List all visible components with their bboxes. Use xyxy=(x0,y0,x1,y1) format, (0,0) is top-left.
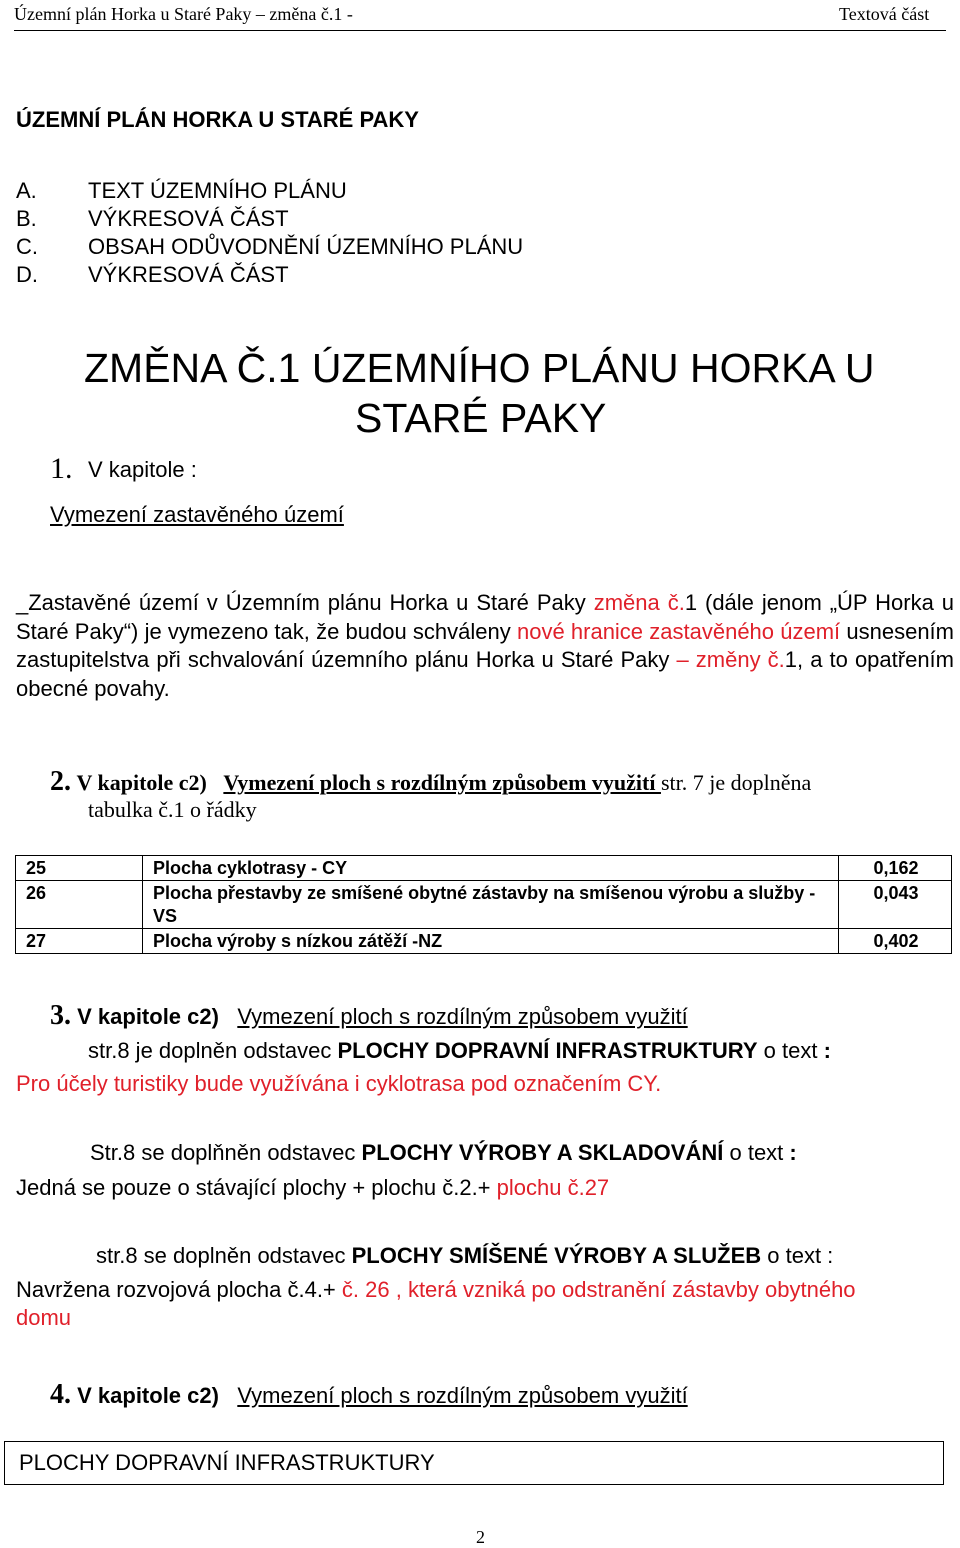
section1-subheading: Vymezení zastavěného území xyxy=(50,502,344,527)
section3-line7: domu xyxy=(16,1305,72,1330)
section2-tail: str. 7 je doplněna xyxy=(660,770,812,795)
table-cell-name: Plocha cyklotrasy - CY xyxy=(143,856,839,881)
section4-heading xyxy=(50,1379,688,1411)
para-text: 1, a to opatřením obecné povahy. xyxy=(16,647,954,701)
section4-number: 4. xyxy=(50,1379,71,1410)
line-text: Navržena rozvojová plocha č.4.+ xyxy=(16,1277,342,1302)
change-title-line1: ZMĚNA Č.1 ÚZEMNÍHO PLÁNU HORKA U xyxy=(84,345,875,391)
toc-letter: A. xyxy=(16,178,37,203)
line-text: Str.8 se doplňněn odstavec xyxy=(90,1140,362,1165)
line-red: plochu č.27 xyxy=(496,1175,610,1200)
section3-line2: Pro účely turistiky bude využívána i cyklotrasa pod označením CY. xyxy=(16,1071,662,1096)
section4-kap: V kapitole c2) xyxy=(77,1383,219,1408)
line-text: str.8 se doplněn odstavec xyxy=(96,1243,352,1268)
toc-item: VÝKRESOVÁ ČÁST xyxy=(88,206,289,231)
page-number: 2 xyxy=(476,1527,485,1547)
table-cell-id: 25 xyxy=(16,856,143,881)
toc-item: TEXT ÚZEMNÍHO PLÁNU xyxy=(88,178,347,203)
line-bold: : xyxy=(823,1038,831,1063)
section4-title: Vymezení ploch s rozdílným způsobem využití xyxy=(237,1383,688,1408)
table-cell-id: 26 xyxy=(16,881,143,929)
section4-box xyxy=(4,1441,944,1485)
table-row xyxy=(16,856,952,881)
section4-box-text: PLOCHY DOPRAVNÍ INFRASTRUKTURY xyxy=(19,1450,435,1475)
para-text: _Zastavěné území v Územním plánu Horka u Staré Paky xyxy=(16,590,594,615)
line-bold: PLOCHY VÝROBY A SKLADOVÁNÍ xyxy=(361,1140,724,1165)
section3-number: 3. xyxy=(50,1000,71,1031)
line-bold: PLOCHY SMÍŠENÉ VÝROBY A SLUŽEB xyxy=(351,1243,762,1268)
document-title: ÚZEMNÍ PLÁN HORKA U STARÉ PAKY xyxy=(16,107,419,132)
para-red-text: změna č. xyxy=(593,590,685,615)
para-red-text: nové hranice zastavěného území xyxy=(516,618,841,644)
toc-letter: C. xyxy=(16,234,38,259)
line-bold: : xyxy=(789,1140,797,1165)
table-cell-value: 0,402 xyxy=(839,929,952,954)
header-right: Textová část xyxy=(839,4,930,24)
section1-paragraph xyxy=(16,589,954,703)
table-cell-name: Plocha přestavby ze smíšené obytné zástavby na smíšenou výrobu a služby - VS xyxy=(143,881,839,929)
section3-line6 xyxy=(16,1277,856,1303)
section1-number: 1. xyxy=(50,452,73,485)
section2-heading xyxy=(50,766,811,798)
para-text: usnesením zastupitelstva při schvalování územního plánu Horka u Staré Paky xyxy=(16,618,954,672)
plots-table xyxy=(15,855,952,954)
section3-line3 xyxy=(90,1140,797,1166)
section3-heading xyxy=(50,1000,688,1032)
para-text: 1 (dále jenom „ÚP Horka u Staré Paky“) je vymezeno tak, že budou schváleny xyxy=(16,590,955,644)
section1-heading: V kapitole : xyxy=(88,457,197,482)
section2-continuation: tabulka č.1 o řádky xyxy=(88,797,257,822)
line-text: o text : xyxy=(761,1243,834,1268)
section3-line5 xyxy=(96,1243,833,1269)
table-cell-value: 0,162 xyxy=(839,856,952,881)
line-red: č. 26 , která vzniká po odstranění zástavby obytného xyxy=(341,1277,856,1302)
header-rule xyxy=(14,30,946,31)
line-text: o text xyxy=(757,1038,824,1063)
table-cell-id: 27 xyxy=(16,929,143,954)
toc-item: OBSAH ODŮVODNĚNÍ ÚZEMNÍHO PLÁNU xyxy=(88,234,524,259)
line-text: Jedná se pouze o stávající plochy + plochu č.2.+ xyxy=(16,1175,497,1200)
toc-letter: D. xyxy=(16,262,38,287)
header-left: Územní plán Horka u Staré Paky – změna č.1 - xyxy=(14,4,353,24)
toc-item: VÝKRESOVÁ ČÁST xyxy=(88,262,289,287)
section3-line1 xyxy=(88,1038,831,1064)
section2-kap: V kapitole c2) xyxy=(76,770,207,795)
table-row xyxy=(16,881,952,929)
section3-kap: V kapitole c2) xyxy=(77,1004,219,1029)
change-title-line2: STARÉ PAKY xyxy=(355,395,607,441)
section3-line4 xyxy=(16,1175,609,1201)
table-cell-value: 0,043 xyxy=(839,881,952,929)
toc-letter: B. xyxy=(16,206,37,231)
table-cell-name: Plocha výroby s nízkou zátěží -NZ xyxy=(143,929,839,954)
section2-number: 2. xyxy=(50,766,71,797)
line-text: o text xyxy=(723,1140,790,1165)
section2-title: Vymezení ploch s rozdílným způsobem využití xyxy=(223,770,661,795)
line-text: str.8 je doplněn odstavec xyxy=(88,1038,338,1063)
para-red-text: – změny č. xyxy=(676,647,785,672)
table-row xyxy=(16,929,952,954)
section3-title: Vymezení ploch s rozdílným způsobem využití xyxy=(237,1004,688,1029)
line-bold: PLOCHY DOPRAVNÍ INFRASTRUKTURY xyxy=(337,1038,758,1063)
